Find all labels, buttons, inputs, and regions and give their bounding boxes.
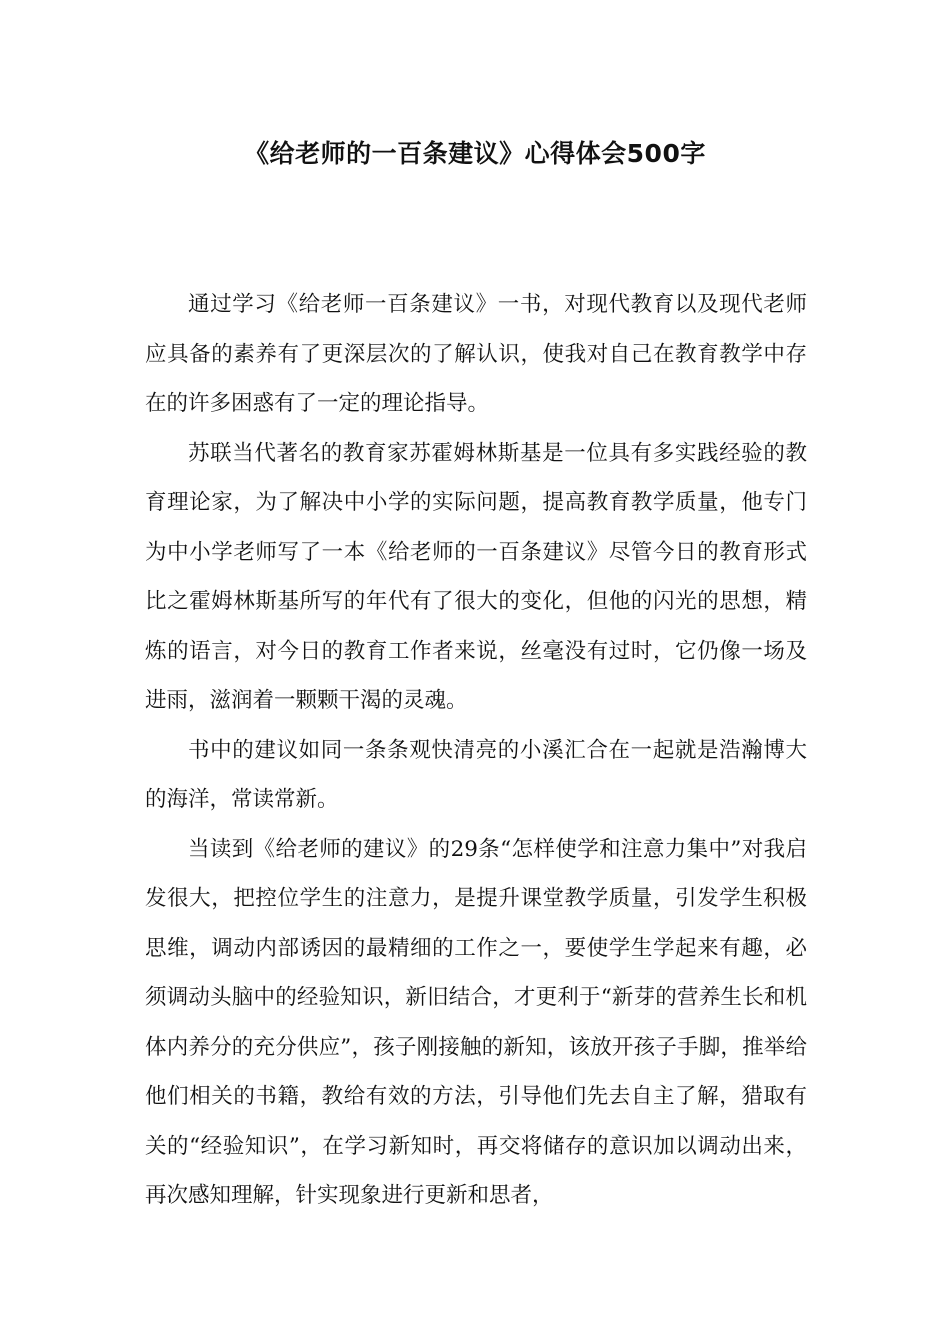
paragraph: 当读到《给老师的建议》的29条“怎样使学和注意力集中”对我启发很大，把控位学生的注意力，是提升课堂教学质量，引发学生积极思维，调动内部诱因的最精细的工作之一，要使学生学起来有趣，必须调动头脑中的经验知识，新旧结合，才更利于“新芽的营养生长和机体内养分的充分供应”，孩子刚接触的新知，该放开孩子手脚，推举给他们相关的书籍，教给有效的方法，引导他们先去自主了解，猎取有关的“经验知识”，在学习新知时，再交将储存的意识加以调动出来，再次感知理解，针实现象进行更新和思者， xyxy=(145,836,807,1208)
paragraph: 通过学习《给老师一百条建议》一书，对现代教育以及现代老师应具备的素养有了更深层次的了解认识，使我对自己在教育教学中存在的许多困惑有了一定的理论指导。 xyxy=(145,292,807,416)
paragraph: 苏联当代著名的教育家苏霍姆林斯基是一位具有多实践经验的教育理论家，为了解决中小学的实际问题，提高教育教学质量，他专门为中小学老师写了一本《给老师的一百条建议》尽管今日的教育形式比之霍姆林斯基所写的年代有了很大的变化，但他的闪光的思想，精炼的语言，对今日的教育工作者来说，丝毫没有过时，它仍像一场及进雨，滋润着一颗颗干渴的灵魂。 xyxy=(145,440,807,713)
paragraph: 书中的建议如同一条条观快清亮的小溪汇合在一起就是浩瀚博大的海洋，常读常新。 xyxy=(145,737,807,812)
document-body xyxy=(145,280,807,1221)
document-title: 《给老师的一百条建议》心得体会500字 xyxy=(244,139,706,168)
